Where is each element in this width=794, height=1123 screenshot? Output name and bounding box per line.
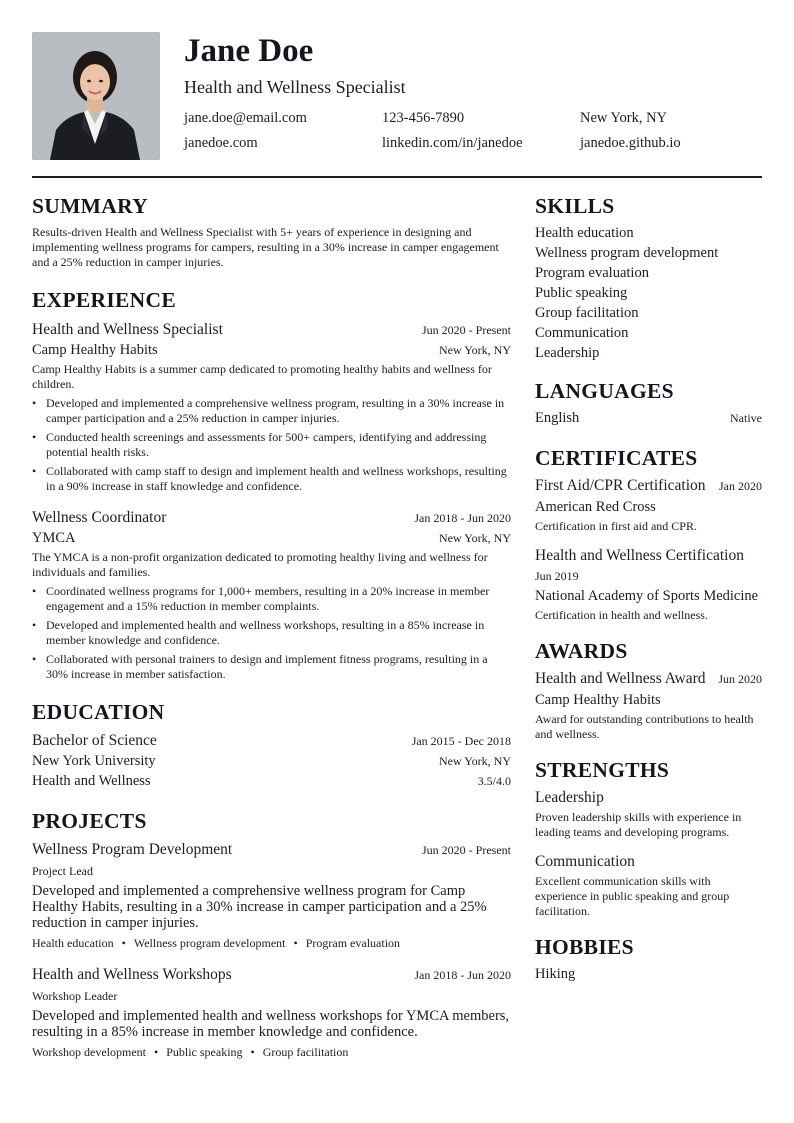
- job-bullet: • Collaborated with personal trainers to design and implement fitness programs, resulting in a 30% increase in member satisfaction.: [32, 652, 511, 682]
- project-tag: Program evaluation: [305, 936, 401, 950]
- skills-heading: SKILLS: [535, 194, 615, 218]
- certificate-name: Health and Wellness Certification: [535, 547, 744, 564]
- skill-item: Health education: [535, 225, 634, 241]
- job-location: New York, NY: [438, 343, 511, 357]
- award-date: Jun 2020: [718, 672, 762, 686]
- job-title: Health and Wellness Specialist: [32, 321, 223, 338]
- field-of-study: Health and Wellness: [32, 773, 151, 789]
- main-column: [32, 192, 511, 1060]
- hobby-item: Hiking: [535, 966, 576, 982]
- experience-entry: [32, 508, 511, 682]
- strength-entry: [535, 788, 762, 840]
- language-name: English: [535, 410, 580, 426]
- certificate-description: Certification in health and wellness.: [535, 608, 708, 622]
- award-name: Health and Wellness Award: [535, 670, 706, 687]
- experience-entry: [32, 320, 511, 494]
- job-location: New York, NY: [438, 531, 511, 545]
- linkedin-link[interactable]: linkedin.com/in/janedoe: [382, 135, 523, 151]
- job-description: Camp Healthy Habits is a summer camp dedicated to promoting healthy habits and wellness for children.: [32, 362, 492, 391]
- certificate-date: Jan 2020: [719, 479, 762, 493]
- email-link[interactable]: jane.doe@email.com: [184, 110, 307, 126]
- project-dates: Jan 2018 - Jun 2020: [414, 968, 511, 982]
- strength-description: Excellent communication skills with experience in public speaking and group facilitation.: [535, 874, 730, 918]
- project-description: Developed and implemented a comprehensive wellness program for Camp Healthy Habits, resulting in a 30% increase in camper participation and a 25% reduction in camper injuries.: [32, 883, 487, 931]
- award-description: Award for outstanding contributions to health and wellness.: [535, 712, 754, 741]
- skill-item: Public speaking: [535, 285, 628, 301]
- project-description: Developed and implemented health and wellness workshops for YMCA members, resulting in a 85% increase in member knowledge and confidence.: [32, 1008, 510, 1040]
- gpa: 3.5/4.0: [477, 774, 511, 788]
- job-dates: Jan 2018 - Jun 2020: [414, 511, 511, 525]
- location: New York, NY: [580, 110, 668, 126]
- summary-text: Results-driven Health and Wellness Specialist with 5+ years of experience in designing and implementing wellness programs for campers, resulting in a 30% increase in camper engagement and a 25% reduction in camper injuries.: [32, 225, 499, 269]
- skill-item: Wellness program development: [535, 245, 719, 261]
- profile-photo: [32, 32, 160, 160]
- job-title: Wellness Coordinator: [32, 509, 167, 526]
- certificate-entry: [535, 546, 762, 623]
- job-bullet: • Conducted health screenings and assessments for 500+ campers, identifying and addressing potential health risks.: [32, 430, 511, 460]
- strength-entry: [535, 852, 762, 919]
- header-divider: [32, 176, 762, 178]
- language-item: [535, 408, 762, 428]
- project-tag: Workshop development: [32, 1045, 147, 1059]
- certificate-description: Certification in first aid and CPR.: [535, 519, 697, 533]
- job-organization: Camp Healthy Habits: [32, 342, 158, 358]
- strengths-heading: STRENGTHS: [535, 758, 670, 782]
- summary-heading: SUMMARY: [32, 194, 148, 218]
- project-name: Health and Wellness Workshops: [32, 966, 232, 983]
- job-bullets: [32, 584, 511, 682]
- candidate-name: Jane Doe: [184, 33, 314, 69]
- language-level: Native: [730, 411, 762, 425]
- side-column: [535, 192, 762, 984]
- school-location: New York, NY: [438, 754, 511, 768]
- project-name: Wellness Program Development: [32, 841, 233, 858]
- education-dates: Jan 2015 - Dec 2018: [411, 734, 511, 748]
- project-tags: Health education • Wellness program development • Program evaluation: [32, 936, 401, 950]
- project-tags: Workshop development • Public speaking • Group facilitation: [32, 1045, 349, 1059]
- certificate-entry: [535, 476, 762, 534]
- project-tag: Group facilitation: [262, 1045, 349, 1059]
- job-bullet: • Developed and implemented health and wellness workshops, resulting in a 85% increase in member knowledge and confidence.: [32, 618, 511, 648]
- certificate-issuer: American Red Cross: [535, 499, 656, 515]
- project-role: Workshop Leader: [32, 989, 118, 1003]
- projects-heading: PROJECTS: [32, 809, 147, 833]
- experience-heading: EXPERIENCE: [32, 288, 176, 312]
- awards-heading: AWARDS: [535, 639, 628, 663]
- certificates-heading: CERTIFICATES: [535, 446, 698, 470]
- project-tag: Health education: [32, 936, 114, 950]
- award-entry: [535, 669, 762, 742]
- education-entry: [32, 731, 511, 791]
- certificate-name: First Aid/CPR Certification: [535, 477, 706, 494]
- strength-name: Communication: [535, 853, 635, 870]
- job-bullets: [32, 396, 511, 494]
- project-role: Project Lead: [32, 864, 93, 878]
- strength-name: Leadership: [535, 789, 604, 806]
- job-bullet: • Developed and implemented a comprehensive wellness program, resulting in a 30% increase in camper participation and a 25% reduction in camper injuries.: [32, 396, 511, 426]
- languages-heading: LANGUAGES: [535, 379, 674, 403]
- phone-number: 123-456-7890: [382, 110, 465, 126]
- project-tag: Wellness program development: [133, 936, 286, 950]
- website-link[interactable]: janedoe.com: [184, 135, 258, 151]
- hobbies-heading: HOBBIES: [535, 935, 634, 959]
- job-organization: YMCA: [32, 530, 76, 546]
- skills-list: [535, 223, 762, 363]
- skill-item: Program evaluation: [535, 265, 649, 281]
- job-dates: Jun 2020 - Present: [422, 323, 511, 337]
- resume-header: [32, 32, 762, 160]
- profile-photo-illustration: [32, 32, 160, 160]
- award-issuer: Camp Healthy Habits: [535, 692, 661, 708]
- github-link[interactable]: janedoe.github.io: [580, 135, 681, 151]
- skill-item: Group facilitation: [535, 305, 639, 321]
- degree: Bachelor of Science: [32, 732, 157, 749]
- skill-item: Leadership: [535, 345, 600, 361]
- project-entry: [32, 965, 511, 1060]
- project-entry: [32, 840, 511, 951]
- education-heading: EDUCATION: [32, 700, 165, 724]
- candidate-title: Health and Wellness Specialist: [184, 77, 406, 97]
- certificate-date: Jun 2019: [535, 569, 579, 583]
- job-bullet: • Coordinated wellness programs for 1,000+ members, resulting in a 20% increase in member engagement and a 15% reduction in member complaints.: [32, 584, 511, 614]
- school-name: New York University: [32, 753, 156, 769]
- skill-item: Communication: [535, 325, 629, 341]
- job-description: The YMCA is a non-profit organization dedicated to promoting healthy living and wellness for individuals and families.: [32, 550, 488, 579]
- job-bullet: • Collaborated with camp staff to design and implement health and wellness workshops, resulting in a 90% increase in staff knowledge and confidence.: [32, 464, 511, 494]
- strength-description: Proven leadership skills with experience in leading teams and developing programs.: [535, 810, 742, 839]
- certificate-issuer: National Academy of Sports Medicine: [535, 588, 759, 604]
- project-dates: Jun 2020 - Present: [422, 843, 511, 857]
- project-tag: Public speaking: [166, 1045, 243, 1059]
